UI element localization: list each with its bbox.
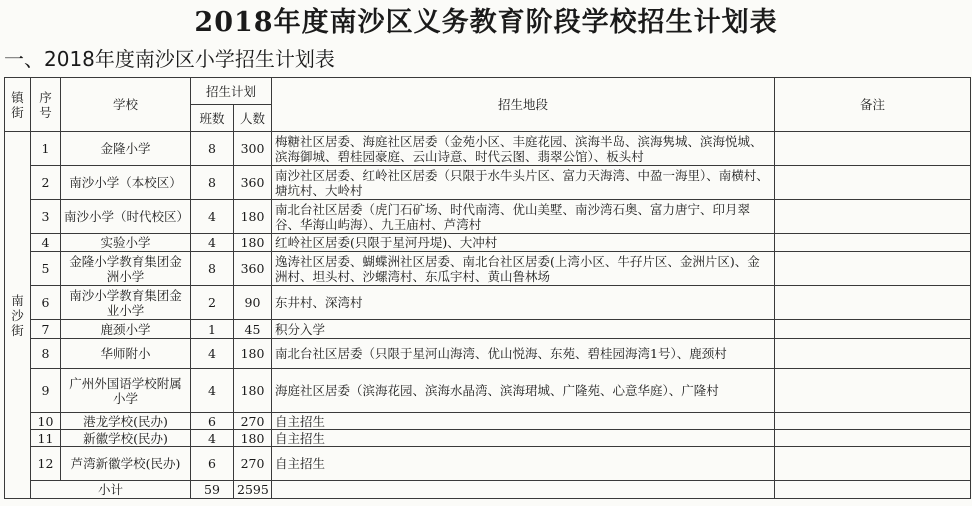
- town-cell: 南沙街: [5, 132, 31, 499]
- page-title: 2018年度南沙区义务教育阶段学校招生计划表: [194, 7, 778, 38]
- area-cell: 东井村、深湾村: [272, 286, 775, 320]
- classes-cell: 4: [191, 430, 234, 447]
- seq-cell: 10: [31, 413, 61, 430]
- classes-cell: 4: [191, 339, 234, 369]
- people-cell: 360: [234, 166, 272, 200]
- remark-cell: [775, 234, 971, 252]
- classes-cell: 4: [191, 234, 234, 252]
- school-cell: 广州外国语学校附属小学: [61, 369, 191, 413]
- header-seq: 序号: [31, 78, 61, 132]
- table-row: [5, 166, 971, 200]
- table-row: [5, 286, 971, 320]
- people-cell: 180: [234, 200, 272, 234]
- subtotal-remark: [775, 481, 971, 499]
- area-cell: 逸涛社区居委、蝴蝶洲社区居委、南北台社区居委(上湾小区、牛孖片区、金洲片区)、金洲村、坦头村、沙螺湾村、东瓜宇村、黄山鲁林场: [272, 252, 775, 286]
- table-row: [5, 200, 971, 234]
- area-cell: 积分入学: [272, 320, 775, 339]
- seq-cell: 8: [31, 339, 61, 369]
- people-cell: 360: [234, 252, 272, 286]
- table-row: [5, 320, 971, 339]
- people-cell: 270: [234, 447, 272, 481]
- people-cell: 270: [234, 413, 272, 430]
- remark-cell: [775, 166, 971, 200]
- school-cell: 华师附小: [61, 339, 191, 369]
- seq-cell: 4: [31, 234, 61, 252]
- school-cell: 南沙小学教育集团金业小学: [61, 286, 191, 320]
- remark-cell: [775, 320, 971, 339]
- subtotal-classes: 59: [191, 481, 234, 499]
- table-row: [5, 447, 971, 481]
- people-cell: 180: [234, 369, 272, 413]
- area-cell: 梅糖社区居委、海庭社区居委（金苑小区、丰庭花园、滨海半岛、滨海隽城、滨海悦城、滨海御城、碧桂园豪庭、云山诗意、时代云图、翡翠公馆）、板头村: [272, 132, 775, 166]
- header-town: 镇街: [5, 78, 31, 132]
- table-row: [5, 413, 971, 430]
- header-classes: 班数: [191, 105, 234, 132]
- seq-cell: 1: [31, 132, 61, 166]
- header-plan: 招生计划: [191, 78, 272, 105]
- enrollment-plan-table: [4, 77, 971, 499]
- area-cell: 红岭社区居委(只限于星河丹堤)、大冲村: [272, 234, 775, 252]
- school-cell: 南沙小学（本校区）: [61, 166, 191, 200]
- table-row: [5, 430, 971, 447]
- header-area: 招生地段: [272, 78, 775, 132]
- seq-cell: 9: [31, 369, 61, 413]
- seq-cell: 2: [31, 166, 61, 200]
- people-cell: 180: [234, 430, 272, 447]
- people-cell: 180: [234, 339, 272, 369]
- classes-cell: 4: [191, 369, 234, 413]
- remark-cell: [775, 252, 971, 286]
- remark-cell: [775, 413, 971, 430]
- subtotal-label: 小计: [31, 481, 191, 499]
- classes-cell: 4: [191, 200, 234, 234]
- seq-cell: 12: [31, 447, 61, 481]
- people-cell: 180: [234, 234, 272, 252]
- header-remark: 备注: [775, 78, 971, 132]
- seq-cell: 5: [31, 252, 61, 286]
- remark-cell: [775, 339, 971, 369]
- classes-cell: 2: [191, 286, 234, 320]
- classes-cell: 6: [191, 447, 234, 481]
- remark-cell: [775, 132, 971, 166]
- area-cell: 海庭社区居委（滨海花园、滨海水晶湾、滨海珺城、广隆苑、心意华庭）、广隆村: [272, 369, 775, 413]
- remark-cell: [775, 430, 971, 447]
- area-cell: 南沙社区居委、红岭社区居委（只限于水牛头片区、富力天海湾、中盈一海里）、南横村、塘坑村、大岭村: [272, 166, 775, 200]
- subtotal-area: [272, 481, 775, 499]
- seq-cell: 11: [31, 430, 61, 447]
- seq-cell: 3: [31, 200, 61, 234]
- school-cell: 实验小学: [61, 234, 191, 252]
- header-school: 学校: [61, 78, 191, 132]
- area-cell: 南北台社区居委（只限于星河山海湾、优山悦海、东苑、碧桂园海湾1号）、鹿颈村: [272, 339, 775, 369]
- classes-cell: 1: [191, 320, 234, 339]
- classes-cell: 6: [191, 413, 234, 430]
- remark-cell: [775, 447, 971, 481]
- seq-cell: 6: [31, 286, 61, 320]
- school-cell: 芦湾新徽学校(民办): [61, 447, 191, 481]
- table-row: [5, 132, 971, 166]
- school-cell: 南沙小学（时代校区）: [61, 200, 191, 234]
- area-cell: 自主招生: [272, 430, 775, 447]
- section-title: 一、2018年度南沙区小学招生计划表: [4, 47, 335, 71]
- area-cell: 自主招生: [272, 447, 775, 481]
- people-cell: 90: [234, 286, 272, 320]
- area-cell: 南北台社区居委（虎门石矿场、时代南湾、优山美墅、南沙湾石奥、富力唐宁、印月翠谷、华海山屿海）、九王庙村、芦湾村: [272, 200, 775, 234]
- school-cell: 港龙学校(民办): [61, 413, 191, 430]
- table-row: [5, 369, 971, 413]
- table-row: [5, 234, 971, 252]
- classes-cell: 8: [191, 252, 234, 286]
- subtotal-people: 2595: [234, 481, 272, 499]
- subtotal-row: [5, 481, 971, 499]
- area-cell: 自主招生: [272, 413, 775, 430]
- header-people: 人数: [234, 105, 272, 132]
- school-cell: 金隆小学: [61, 132, 191, 166]
- classes-cell: 8: [191, 166, 234, 200]
- classes-cell: 8: [191, 132, 234, 166]
- school-cell: 新徽学校(民办): [61, 430, 191, 447]
- people-cell: 45: [234, 320, 272, 339]
- table-row: [5, 339, 971, 369]
- people-cell: 300: [234, 132, 272, 166]
- school-cell: 鹿颈小学: [61, 320, 191, 339]
- remark-cell: [775, 200, 971, 234]
- remark-cell: [775, 286, 971, 320]
- table-row: [5, 252, 971, 286]
- seq-cell: 7: [31, 320, 61, 339]
- remark-cell: [775, 369, 971, 413]
- school-cell: 金隆小学教育集团金洲小学: [61, 252, 191, 286]
